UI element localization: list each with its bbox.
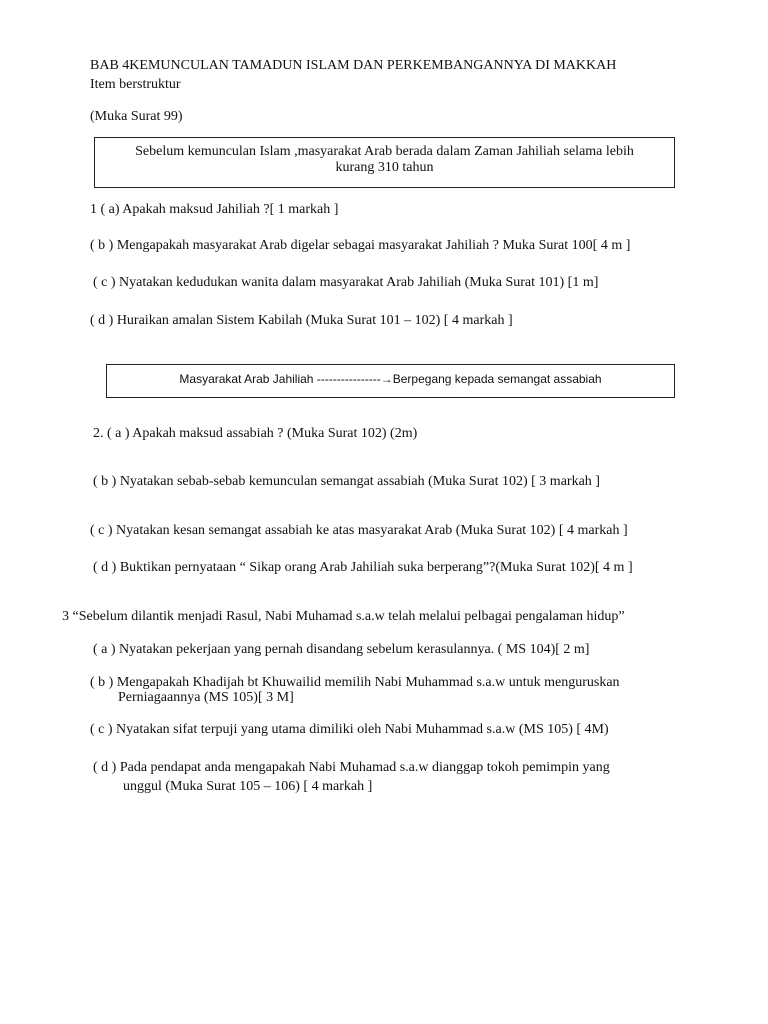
- context-box-right-text: Berpegang kepada semangat assabiah: [392, 372, 602, 386]
- document-subtitle: Item berstruktur: [90, 77, 181, 92]
- arrow-right-icon: →: [380, 372, 393, 386]
- question-2b: ( b ) Nyatakan sebab-sebab kemunculan semangat assabiah (Muka Surat 102) [ 3 markah ]: [93, 474, 600, 489]
- page-reference: (Muka Surat 99): [90, 109, 183, 124]
- question-3b-line-1: ( b ) Mengapakah Khadijah bt Khuwailid memilih Nabi Muhammad s.a.w untuk menguruskan: [90, 675, 620, 690]
- question-3d-line-1: ( d ) Pada pendapat anda mengapakah Nabi Muhamad s.a.w dianggap tokoh pemimpin yang: [93, 760, 610, 775]
- question-1d: ( d ) Huraikan amalan Sistem Kabilah (Muka Surat 101 – 102) [ 4 markah ]: [90, 313, 513, 328]
- context-box-line-2: kurang 310 tahun: [335, 160, 434, 175]
- question-3d-line-2: unggul (Muka Surat 105 – 106) [ 4 markah ]: [123, 779, 373, 794]
- question-1a: 1 ( a) Apakah maksud Jahiliah ?[ 1 markah ]: [90, 202, 339, 217]
- context-box-left-text: Masyarakat Arab Jahiliah ----------------: [179, 372, 381, 386]
- question-2d: ( d ) Buktikan pernyataan “ Sikap orang Arab Jahiliah suka berperang”?(Muka Surat 102)[ 4 m ]: [93, 560, 633, 575]
- context-box-jahiliah: [94, 137, 675, 188]
- question-1b: ( b ) Mengapakah masyarakat Arab digelar sebagai masyarakat Jahiliah ? Muka Surat 100[ 4 m ]: [90, 238, 631, 253]
- question-2a: 2. ( a ) Apakah maksud assabiah ? (Muka Surat 102) (2m): [93, 426, 418, 441]
- question-3b-line-2: Perniagaannya (MS 105)[ 3 M]: [118, 690, 294, 705]
- question-3c: ( c ) Nyatakan sifat terpuji yang utama dimiliki oleh Nabi Muhammad s.a.w (MS 105) [ 4M): [90, 722, 609, 737]
- context-box-line-1: Sebelum kemunculan Islam ,masyarakat Arab berada dalam Zaman Jahiliah selama lebih: [135, 144, 634, 159]
- question-2c: ( c ) Nyatakan kesan semangat assabiah ke atas masyarakat Arab (Muka Surat 102) [ 4 markah ]: [90, 523, 628, 538]
- document-title: BAB 4KEMUNCULAN TAMADUN ISLAM DAN PERKEMBANGANNYA DI MAKKAH: [90, 58, 617, 73]
- question-3-intro: 3 “Sebelum dilantik menjadi Rasul, Nabi Muhamad s.a.w telah melalui pelbagai pengalaman hidup”: [62, 609, 625, 624]
- question-3a: ( a ) Nyatakan pekerjaan yang pernah disandang sebelum kerasulannya. ( MS 104)[ 2 m]: [93, 642, 590, 657]
- context-box-assabiah: [106, 364, 675, 398]
- question-1c: ( c ) Nyatakan kedudukan wanita dalam masyarakat Arab Jahiliah (Muka Surat 101) [1 m]: [93, 275, 599, 290]
